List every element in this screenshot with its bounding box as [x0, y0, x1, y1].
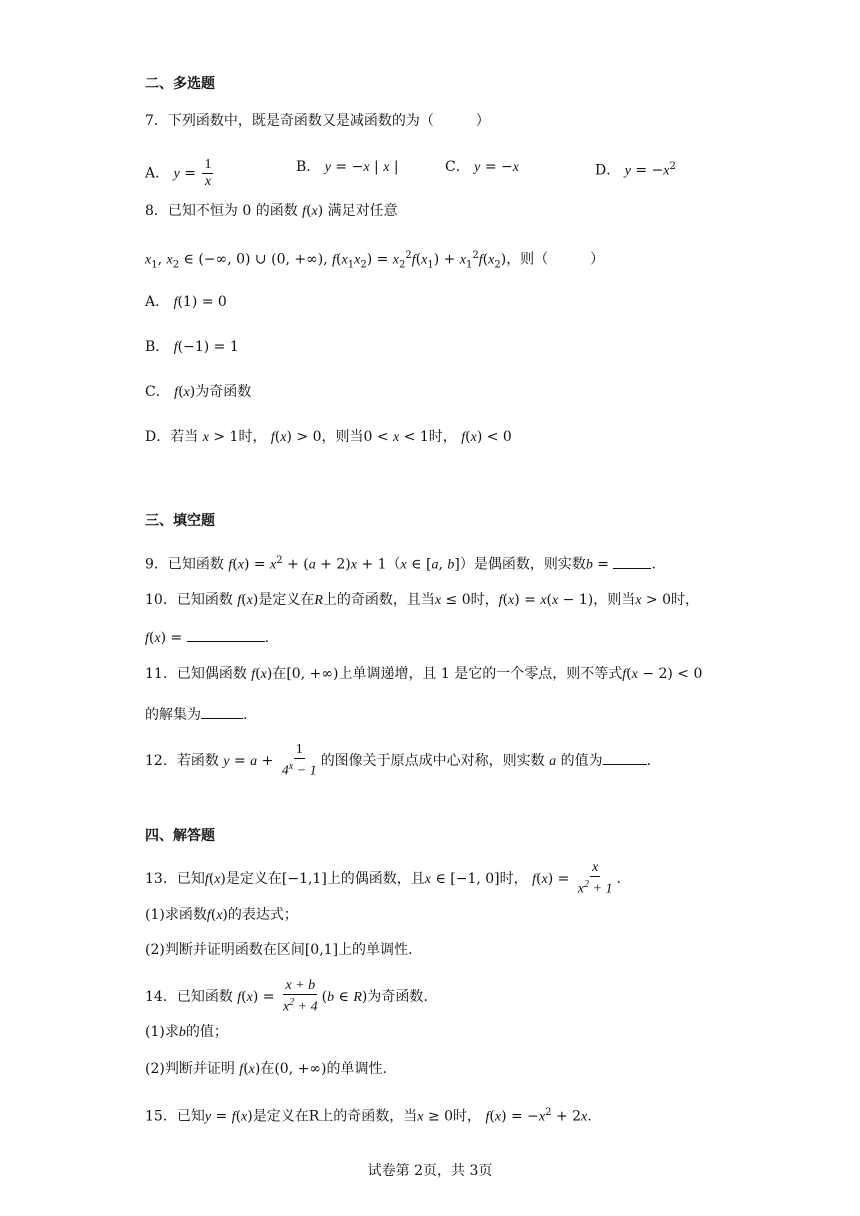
question-14-part-2: (2)判断并证明 f(x)在(0, +∞)的单调性.: [145, 1061, 387, 1077]
question-7-option-b: B． y = −x | x |: [296, 159, 399, 175]
question-8-option-d: D．若当 x > 1时， f(x) > 0，则当0 < x < 1时， f(x) < 0: [145, 429, 512, 445]
question-13-part-1: (1)求函数f(x)的表达式；: [145, 907, 298, 923]
question-13: 13．已知f(x)是定义在[−1,1]上的偶函数，且x ∈ [−1, 0]时， f(x) = $\frac{x}{x^2 + 1}$ .: [145, 860, 621, 897]
question-7-option-a: A． y = $\frac{1}{x}$: [145, 157, 212, 189]
question-11-line-1: 11．已知偶函数 f(x)在[0, +∞)上单调递增，且 1 是它的一个零点，则不等式f(x − 2) < 0: [145, 666, 703, 682]
section-heading-answer: 四、解答题: [145, 828, 215, 844]
question-10-line-1: 10．已知函数 f(x)是定义在R上的奇函数，且当x ≤ 0时，f(x) = x(x − 1)，则当x > 0时，: [145, 592, 699, 608]
question-14: 14．已知函数 f(x) = $\frac{x + b}{x^2 + 4}$ (b ∈ R)为奇函数.: [145, 978, 428, 1015]
question-8-stem: 8．已知不恒为 0 的函数 f(x) 满足对任意: [145, 203, 398, 219]
answer-blank[interactable]: [603, 750, 647, 765]
section-heading-multi-choice: 二、多选题: [145, 76, 215, 92]
question-11-line-2: 的解集为 .: [145, 704, 247, 725]
question-10-line-2: f(x) = .: [145, 627, 269, 649]
question-8-option-b: B． f(−1) = 1: [145, 339, 239, 355]
question-8-condition: $x_1$, $x_2$ ∈ (−∞, 0) ∪ (0, +∞), $f(x_1x_2) = x_2^2f(x_1) + x_1^2f(x_2)$，则（ ）: [145, 250, 605, 271]
question-9: 9．已知函数 $f(x) = x^2 + (a + 2)x + 1(x$ ∈ [a, b]）是偶函数，则实数b = .: [145, 555, 656, 573]
question-7-option-d: D． $y = -x^2$: [595, 161, 676, 179]
question-8-option-a: A． f(1) = 0: [145, 294, 227, 310]
page-footer: 试卷第 2页，共 3页: [367, 1163, 493, 1179]
question-13-part-2: (2)判断并证明函数在区间[0,1]上的单调性.: [145, 942, 413, 958]
answer-blank[interactable]: [187, 627, 265, 642]
question-8-option-c: C． f(x)为奇函数: [145, 384, 252, 400]
question-15: 15．已知y = f(x)是定义在R上的奇函数，当x ≥ 0时， $f(x) = -x^2 + 2x$.: [145, 1107, 592, 1125]
question-14-part-1: (1)求b的值；: [145, 1024, 228, 1040]
answer-blank[interactable]: [613, 554, 651, 569]
question-12: 12．若函数 y = a + $\frac{1}{4^x - 1}$ 的图像关于原点成中心对称，则实数 a 的值为 .: [145, 742, 652, 779]
answer-blank[interactable]: [201, 704, 243, 719]
question-7-stem: 7．下列函数中，既是奇函数又是减函数的为（ ）: [145, 113, 490, 129]
section-heading-fill-in: 三、填空题: [145, 513, 215, 529]
question-7-option-c: C． y = −x: [445, 159, 519, 175]
